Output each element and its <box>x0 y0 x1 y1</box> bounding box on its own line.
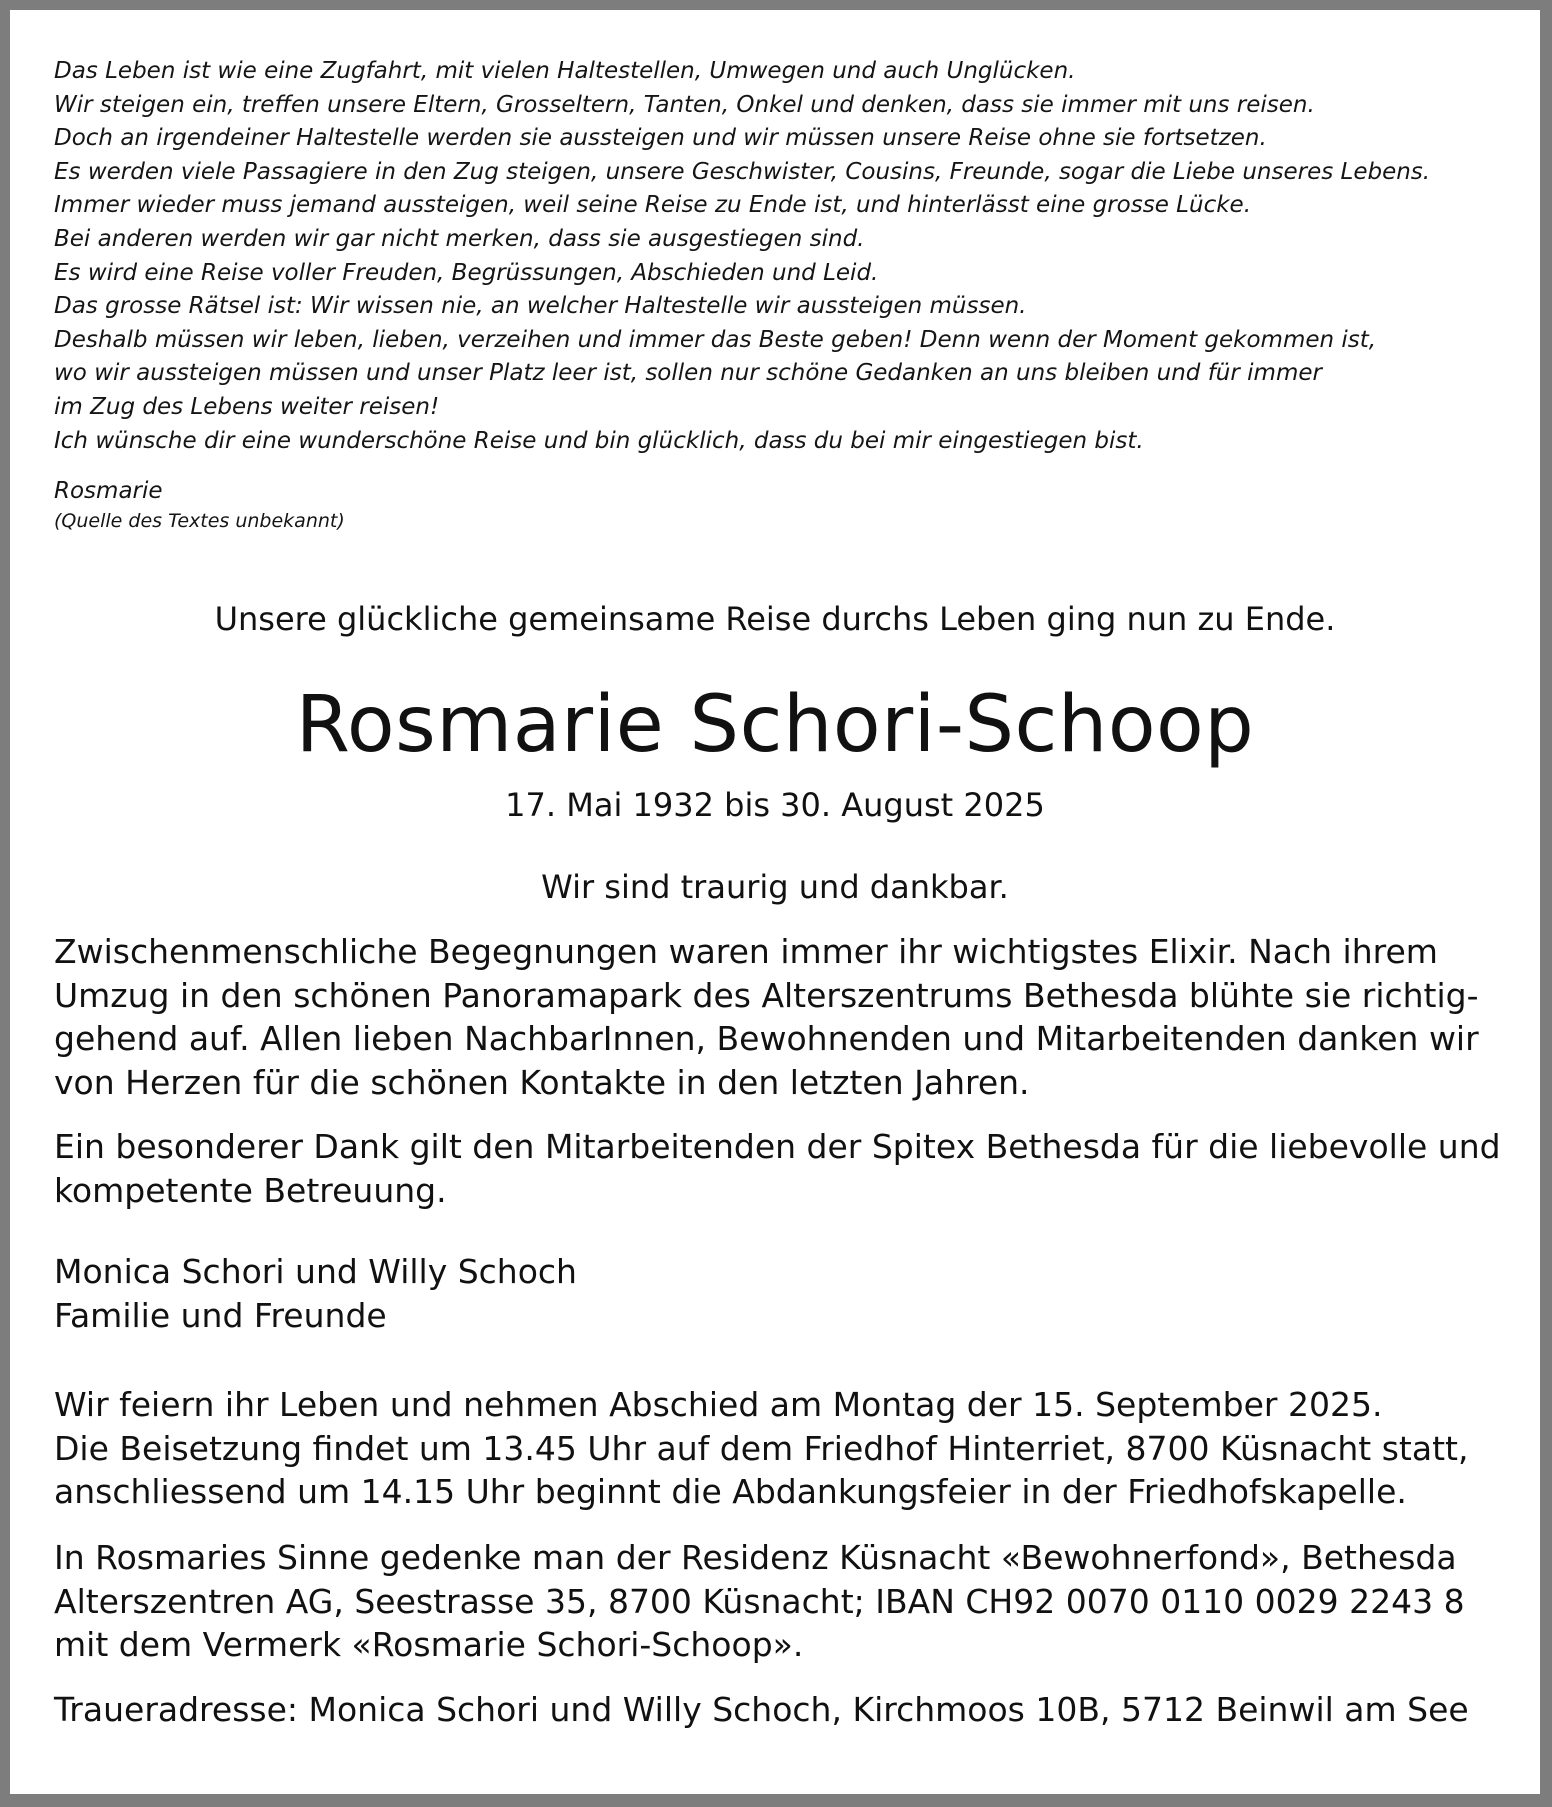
paragraph-line: Die Beisetzung findet um 13.45 Uhr auf dem Friedhof Hinterriet, 8700 Küsnacht statt, <box>54 1428 1469 1468</box>
sentiment-line: Wir sind traurig und dankbar. <box>541 868 1009 906</box>
obituary-page <box>10 10 1540 1794</box>
poem-line: Doch an irgendeiner Haltestelle werden sie aussteigen und wir müssen unsere Reise ohne sie fortsetzen. <box>54 125 1267 152</box>
poem-line: Es wird eine Reise voller Freuden, Begrüssungen, Abschieden und Leid. <box>54 259 879 286</box>
paragraph-line: kompetente Betreuung. <box>54 1170 447 1210</box>
donation-paragraph <box>54 1536 1494 1667</box>
poem-line: Es werden viele Passagiere in den Zug steigen, unsere Geschwister, Cousins, Freunde, sogar die Liebe unseres Lebens. <box>54 158 1431 185</box>
paragraph-line: Ein besonderer Dank gilt den Mitarbeitenden der Spitex Bethesda für die liebevolle und <box>54 1127 1501 1166</box>
mourners <box>54 1250 1494 1337</box>
poem-signature: Rosmarie <box>54 478 163 504</box>
paragraph-line: gehend auf. Allen lieben NachbarInnen, Bewohnenden und Mitarbeitenden danken wir <box>54 1019 1479 1058</box>
poem-line: Ich wünsche dir eine wunderschöne Reise und bin glücklich, dass du bei mir eingestiegen bist. <box>54 427 1144 454</box>
paragraph-line: Zwischenmenschliche Begegnungen waren immer ihr wichtigstes Elixir. Nach ihrem <box>54 932 1438 971</box>
poem-line: wo wir aussteigen müssen und unser Platz leer ist, sollen nur schöne Gedanken an uns bleiben und für immer <box>54 360 1322 387</box>
paragraph-line: von Herzen für die schönen Kontakte in den letzten Jahren. <box>54 1062 1030 1102</box>
poem-line: Wir steigen ein, treffen unsere Eltern, Grosseltern, Tanten, Onkel und denken, dass sie immer mit uns reisen. <box>54 91 1315 118</box>
deceased-name: Rosmarie Schori-Schoop <box>295 680 1255 770</box>
ceremony-paragraph <box>54 1383 1494 1514</box>
mourning-address <box>54 1688 1494 1732</box>
life-dates: 17. Mai 1932 bis 30. August 2025 <box>505 786 1045 824</box>
address-line: Traueradresse: Monica Schori und Willy Schoch, Kirchmoos 10B, 5712 Beinwil am See <box>54 1690 1469 1729</box>
intro-line: Unsere glückliche gemeinsame Reise durchs Leben ging nun zu Ende. <box>214 600 1336 638</box>
mourner-line: Familie und Freunde <box>54 1295 387 1335</box>
paragraph-line: Alterszentren AG, Seestrasse 35, 8700 Küsnacht; IBAN CH92 0070 0110 0029 2243 8 <box>54 1581 1465 1621</box>
paragraph-line: Umzug in den schönen Panoramapark des Alterszentrums Bethesda blühte sie richtig- <box>54 975 1479 1015</box>
paragraph-line: Wir feiern ihr Leben und nehmen Abschied am Montag der 15. September 2025. <box>54 1385 1383 1424</box>
poem-line: Deshalb müssen wir leben, lieben, verzeihen und immer das Beste geben! Denn wenn der Moment gekommen ist, <box>54 326 1377 353</box>
poem-line: Das grosse Rätsel ist: Wir wissen nie, an welcher Haltestelle wir aussteigen müssen. <box>54 293 1027 320</box>
poem-source: (Quelle des Textes unbekannt) <box>54 510 345 532</box>
thanks-paragraph <box>54 930 1494 1104</box>
paragraph-line: mit dem Vermerk «Rosmarie Schori-Schoop». <box>54 1625 804 1664</box>
mourner-line: Monica Schori und Willy Schoch <box>54 1252 577 1291</box>
poem-line: Immer wieder muss jemand aussteigen, weil seine Reise zu Ende ist, und hinterlässt eine grosse Lücke. <box>54 192 1251 219</box>
poem-line: im Zug des Lebens weiter reisen! <box>54 393 440 420</box>
poem-line: Bei anderen werden wir gar nicht merken, dass sie ausgestiegen sind. <box>54 225 865 252</box>
spitex-thanks-paragraph <box>54 1125 1501 1212</box>
paragraph-line: In Rosmaries Sinne gedenke man der Residenz Küsnacht «Bewohnerfond», Bethesda <box>54 1538 1457 1577</box>
poem-line: Das Leben ist wie eine Zugfahrt, mit vielen Haltestellen, Umwegen und auch Unglücken. <box>54 58 1076 84</box>
poem <box>54 55 1430 458</box>
paragraph-line: anschliessend um 14.15 Uhr beginnt die Abdankungsfeier in der Friedhofskapelle. <box>54 1472 1407 1511</box>
